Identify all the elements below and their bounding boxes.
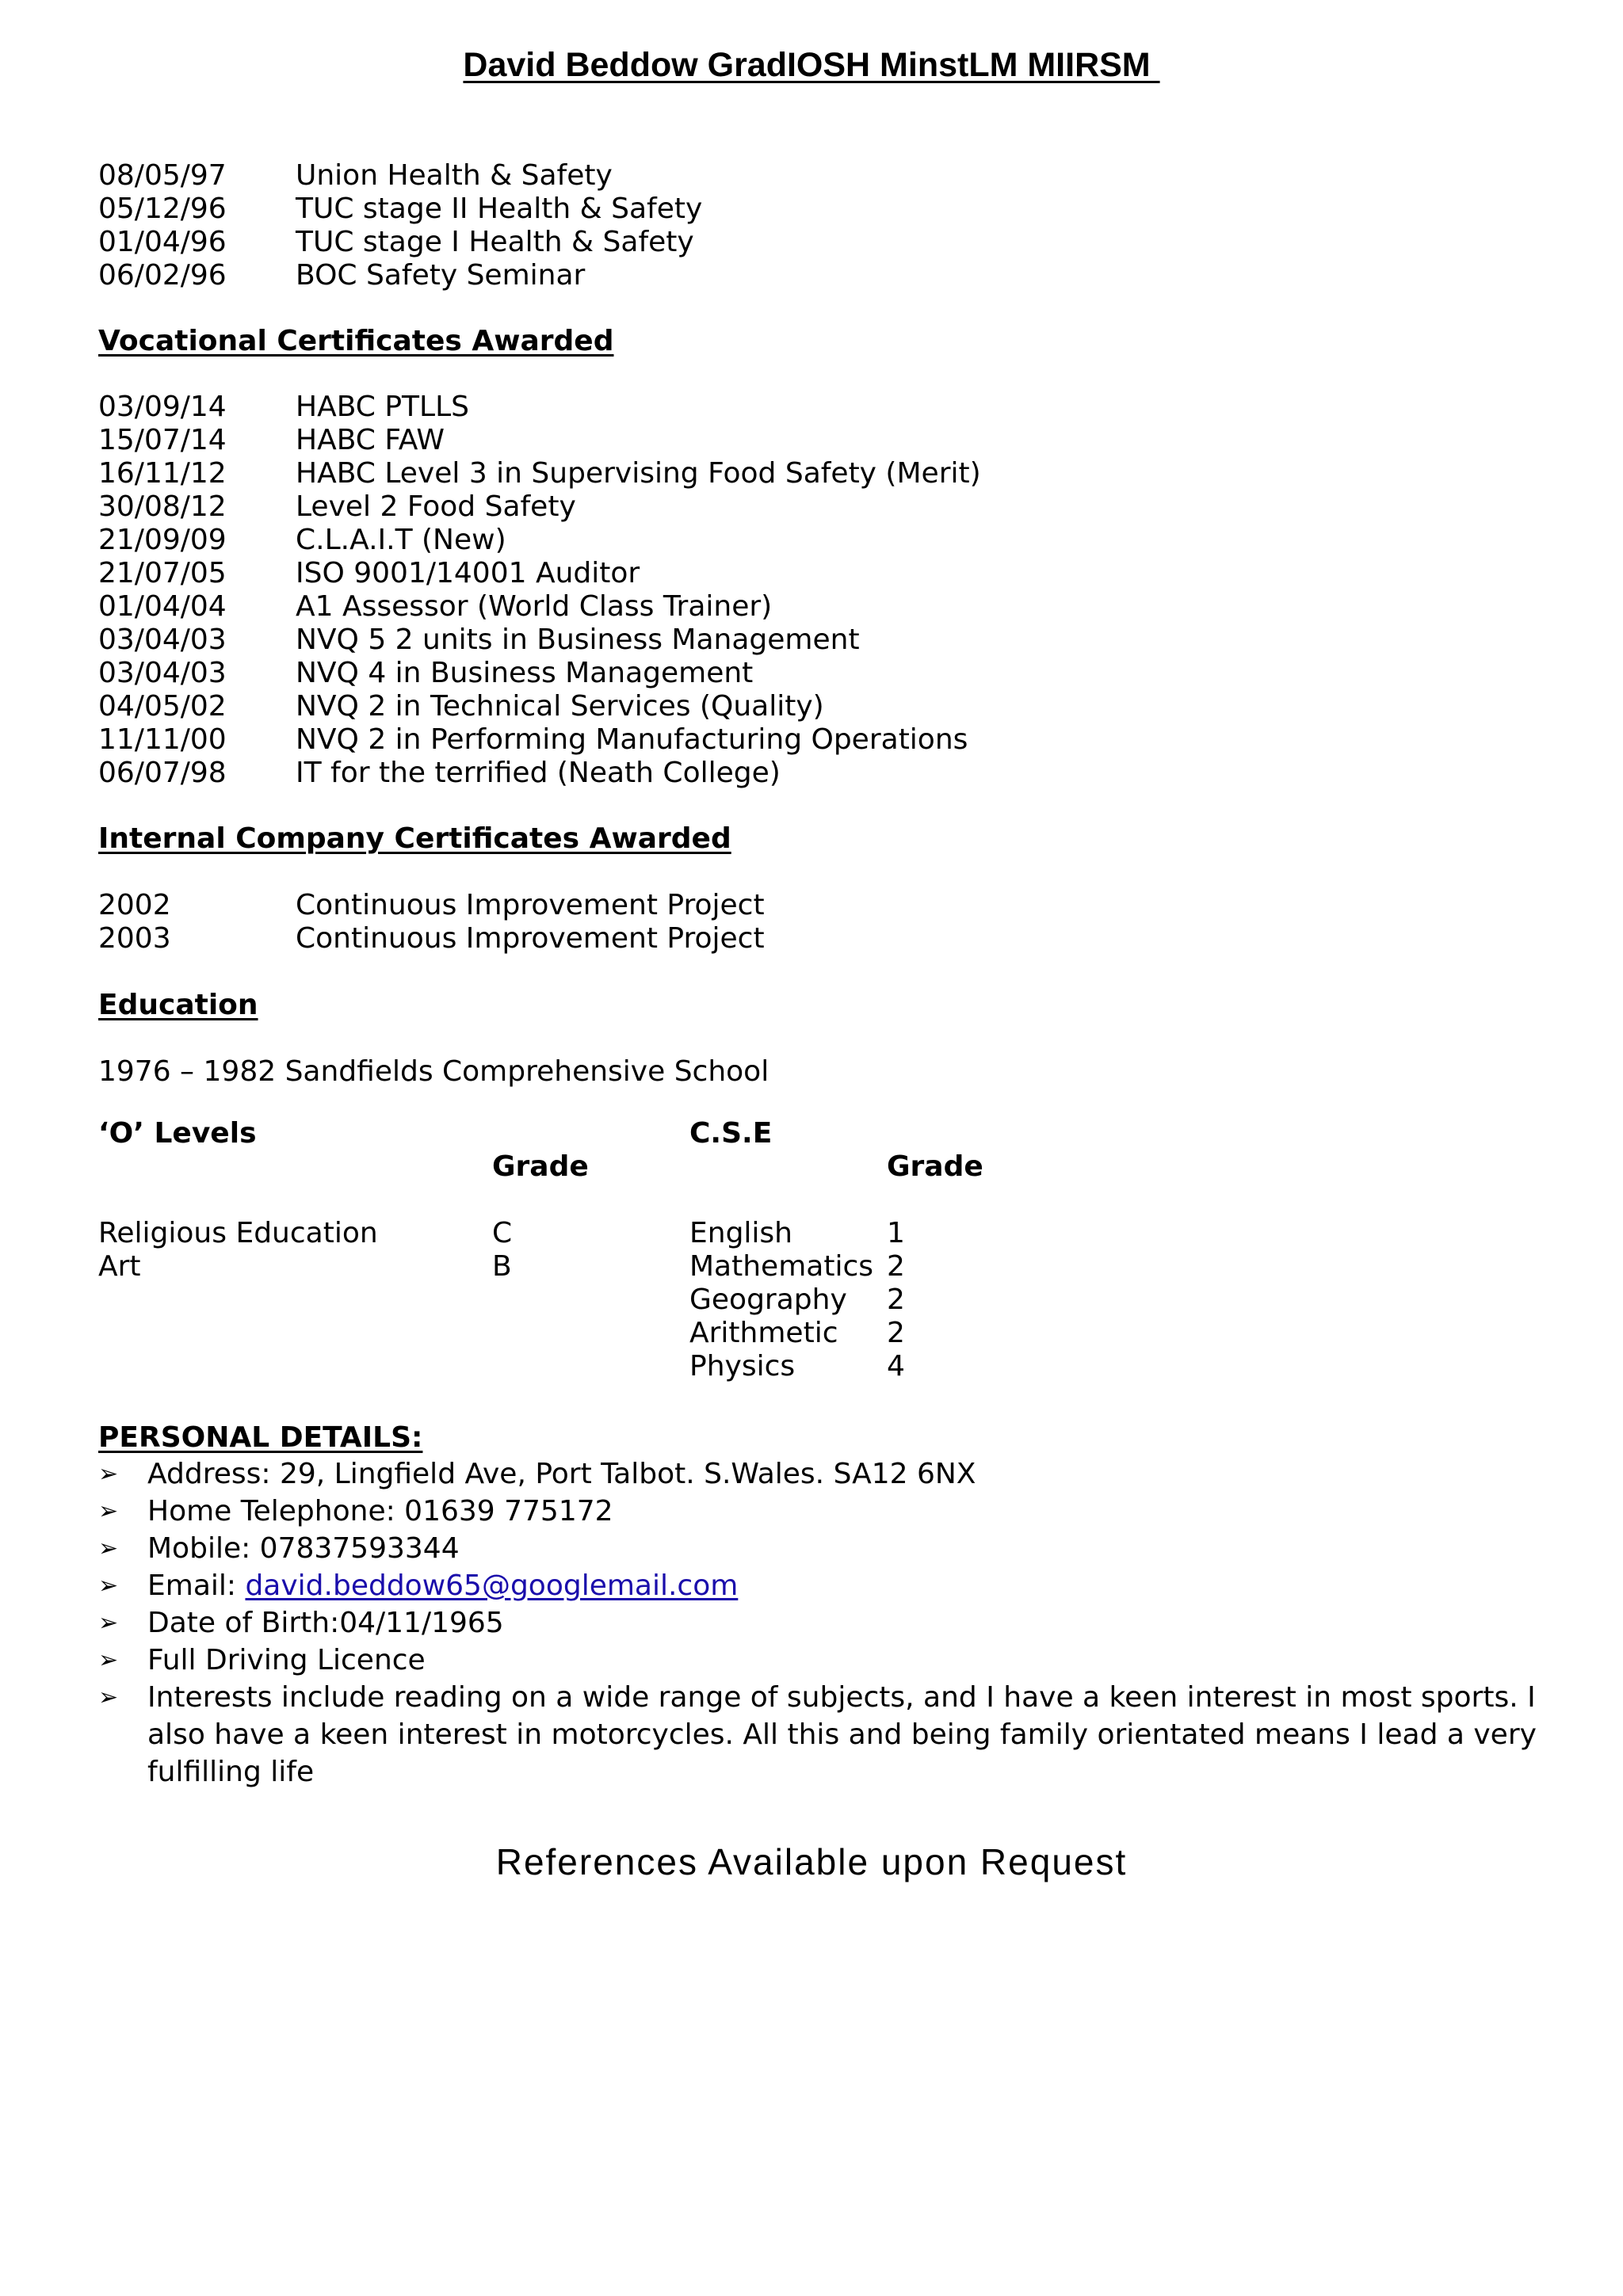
list-item	[98, 1493, 1541, 1530]
arrowhead-bullet-icon: ➢	[98, 1684, 119, 1711]
o-levels-label: ‘O’ Levels	[98, 1117, 257, 1150]
list-item	[98, 1567, 1541, 1604]
item-date: 21/09/09	[98, 524, 227, 556]
item-text: Continuous Improvement Project	[296, 922, 765, 955]
interests-text: Interests include reading on a wide range of subjects, and I have a keen interest in most sports. I also have a keen interest in motorcycles. All this and being family orientated means I lead a very fulfilling life	[147, 1681, 1537, 1788]
o-level-grade: B	[492, 1250, 512, 1283]
school-line: 1976 – 1982 Sandfields Comprehensive School	[98, 1055, 769, 1088]
education-heading: Education	[98, 989, 258, 1021]
cse-subject: English	[689, 1217, 792, 1249]
item-date: 2003	[98, 922, 171, 955]
cse-grade: 2	[887, 1250, 905, 1283]
item-text: NVQ 5 2 units in Business Management	[296, 624, 860, 656]
item-date: 01/04/96	[98, 226, 227, 258]
arrowhead-bullet-icon: ➢	[98, 1609, 119, 1637]
references-note: References Available upon Request	[495, 1841, 1128, 1882]
cse-label: C.S.E	[689, 1117, 773, 1150]
item-text: A1 Assessor (World Class Trainer)	[296, 590, 773, 623]
item-text: HABC FAW	[296, 424, 445, 456]
arrowhead-bullet-icon: ➢	[98, 1646, 119, 1674]
item-text: HABC Level 3 in Supervising Food Safety (Merit)	[296, 457, 981, 490]
item-text: ISO 9001/14001 Auditor	[296, 557, 640, 589]
item-date: 03/04/03	[98, 624, 227, 656]
item-date: 16/11/12	[98, 457, 227, 490]
arrowhead-bullet-icon: ➢	[98, 1535, 119, 1562]
item-text: Level 2 Food Safety	[296, 490, 576, 523]
list-item	[98, 1679, 1541, 1791]
o-level-subject: Art	[98, 1250, 141, 1283]
item-text: NVQ 4 in Business Management	[296, 657, 754, 689]
date-of-birth-text: Date of Birth:04/11/1965	[147, 1607, 504, 1639]
email-label: Email:	[147, 1569, 246, 1602]
item-text: TUC stage I Health & Safety	[296, 226, 694, 258]
mobile-text: Mobile: 07837593344	[147, 1532, 460, 1565]
item-text: IT for the terrified (Neath College)	[296, 757, 781, 789]
item-text: C.L.A.I.T (New)	[296, 524, 506, 556]
cse-grade: 1	[887, 1217, 905, 1249]
list-item	[98, 1455, 1541, 1493]
cse-grade: 4	[887, 1350, 905, 1383]
item-date: 2002	[98, 889, 171, 921]
vocational-heading: Vocational Certificates Awarded	[98, 325, 614, 357]
personal-details-heading: PERSONAL DETAILS:	[98, 1421, 423, 1454]
address-text: Address: 29, Lingfield Ave, Port Talbot. S.Wales. SA12 6NX	[147, 1458, 976, 1490]
cse-subject: Arithmetic	[689, 1317, 838, 1349]
grades-table	[98, 1117, 1208, 1386]
item-text: HABC PTLLS	[296, 391, 470, 423]
item-text: Union Health & Safety	[296, 159, 613, 192]
item-date: 08/05/97	[98, 159, 227, 192]
arrowhead-bullet-icon: ➢	[98, 1497, 119, 1525]
item-date: 01/04/04	[98, 590, 227, 623]
item-text: Continuous Improvement Project	[296, 889, 765, 921]
email-link[interactable]: david.beddow65@googlemail.com	[245, 1569, 739, 1602]
personal-details-list	[98, 1455, 1541, 1791]
item-text: NVQ 2 in Performing Manufacturing Operations	[296, 723, 968, 756]
list-item	[98, 1530, 1541, 1567]
list-item	[98, 1642, 1541, 1679]
item-text: TUC stage II Health & Safety	[296, 193, 703, 225]
cse-grade-header: Grade	[887, 1150, 983, 1183]
item-date: 03/09/14	[98, 391, 227, 423]
item-date: 30/08/12	[98, 490, 227, 523]
item-date: 15/07/14	[98, 424, 227, 456]
item-date: 21/07/05	[98, 557, 227, 589]
arrowhead-bullet-icon: ➢	[98, 1572, 119, 1600]
item-date: 06/07/98	[98, 757, 227, 789]
driving-licence-text: Full Driving Licence	[147, 1644, 426, 1676]
item-text: BOC Safety Seminar	[296, 259, 586, 292]
o-level-grade: C	[492, 1217, 513, 1249]
cse-subject: Mathematics	[689, 1250, 873, 1283]
item-date: 03/04/03	[98, 657, 227, 689]
item-date: 05/12/96	[98, 193, 227, 225]
item-date: 04/05/02	[98, 690, 227, 723]
o-level-subject: Religious Education	[98, 1217, 378, 1249]
list-item	[98, 1604, 1541, 1642]
home-telephone-text: Home Telephone: 01639 775172	[147, 1495, 613, 1527]
item-date: 11/11/00	[98, 723, 227, 756]
cse-grade: 2	[887, 1283, 905, 1316]
item-text: NVQ 2 in Technical Services (Quality)	[296, 690, 824, 723]
internal-heading: Internal Company Certificates Awarded	[98, 822, 731, 855]
o-levels-grade-header: Grade	[492, 1150, 589, 1183]
cse-subject: Physics	[689, 1350, 796, 1383]
cse-subject: Geography	[689, 1283, 847, 1316]
item-date: 06/02/96	[98, 259, 227, 292]
arrowhead-bullet-icon: ➢	[98, 1460, 119, 1488]
page-title: David Beddow GradIOSH MinstLM MIIRSM	[463, 46, 1160, 84]
cse-grade: 2	[887, 1317, 905, 1349]
